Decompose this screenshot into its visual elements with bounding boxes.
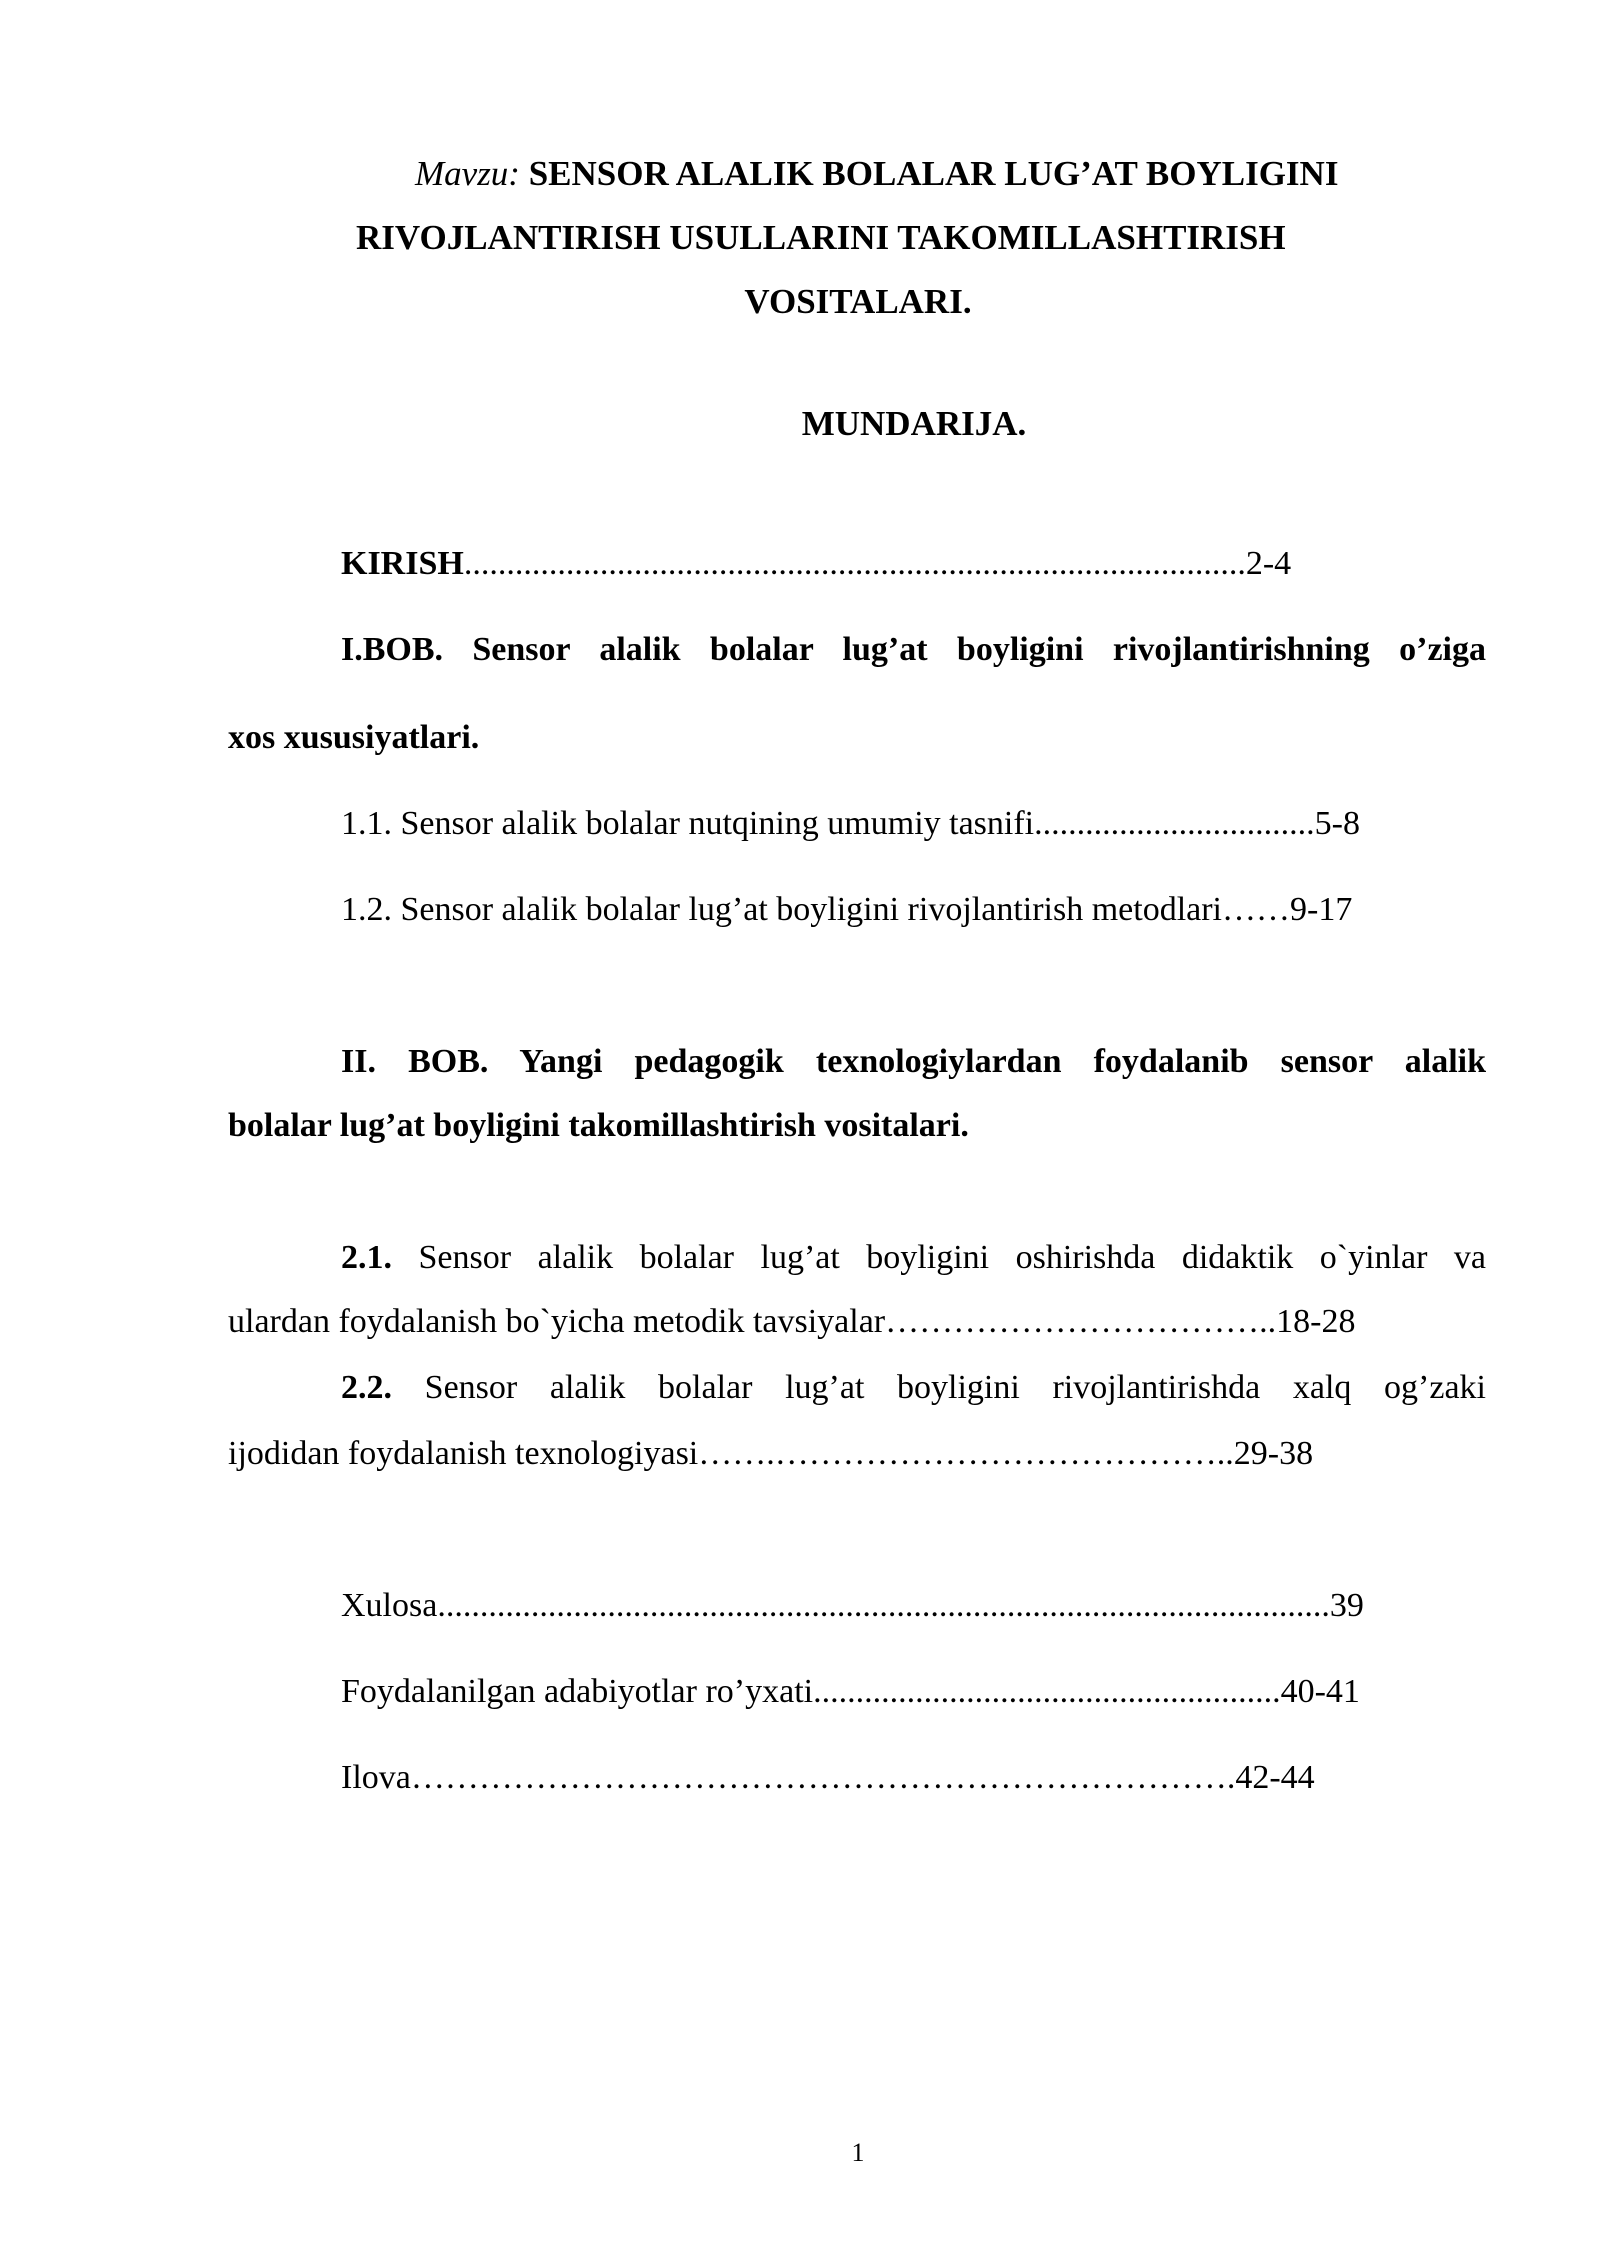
document-title-line2: RIVOJLANTIRISH USULLARINI TAKOMILLASHTIRISH bbox=[356, 218, 1286, 257]
toc-leader-dots: …………………………….. bbox=[885, 1303, 1277, 1340]
toc-entry-text: 1.1. Sensor alalik bolalar nutqining umumiy tasnifi bbox=[341, 805, 1035, 842]
toc-entry-text: 1.2. Sensor alalik bolalar lug’at boyligini rivojlantirish metodlari bbox=[341, 891, 1222, 928]
toc-leader-dots: ................................. bbox=[1034, 805, 1315, 842]
toc-page-range: 29-38 bbox=[1233, 1435, 1314, 1472]
title-text-line1: SENSOR ALALIK BOLALAR LUG’AT BOYLIGINI bbox=[528, 154, 1339, 193]
toc-entry-text: ulardan foydalanish bo`yicha metodik tavsiyalar bbox=[228, 1303, 886, 1340]
toc-entry-1-2 bbox=[341, 890, 1352, 930]
document-title-line1 bbox=[415, 142, 1515, 206]
toc-entry-text: Sensor alalik bolalar lug’at boyligini oshirishda didaktik o`yinlar va bbox=[418, 1239, 1487, 1276]
toc-page-range: 42-44 bbox=[1235, 1759, 1315, 1796]
toc-chapter1-line1: I.BOB. Sensor alalik bolalar lug’at boyligini rivojlantirishning o’ziga bbox=[341, 631, 1486, 668]
toc-entry-text: ijodidan foydalanish texnologiyasi bbox=[228, 1435, 699, 1472]
toc-page-range: 18-28 bbox=[1276, 1303, 1356, 1340]
toc-entry-text: Sensor alalik bolalar lug’at boyligini rivojlantirishda xalq og’zaki bbox=[424, 1369, 1486, 1406]
toc-entry-2-1-line2 bbox=[228, 1302, 1355, 1342]
toc-leader-dots: ............................................................................................ bbox=[463, 545, 1246, 582]
toc-entry-text: Ilova bbox=[341, 1759, 411, 1796]
toc-chapter1-line2: xos xususiyatlari. bbox=[228, 719, 480, 756]
toc-entry-kirish bbox=[341, 544, 1291, 584]
toc-entry-2-2-line2 bbox=[228, 1434, 1313, 1474]
toc-entry-2-1-line1 bbox=[341, 1238, 1486, 1278]
toc-entry-ilova bbox=[341, 1758, 1315, 1798]
toc-leader-dots: …… bbox=[1222, 891, 1290, 928]
toc-page-range: 40-41 bbox=[1280, 1673, 1360, 1710]
toc-chapter2-line1: II. BOB. Yangi pedagogik texnologiylardan foydalanib sensor alalik bbox=[341, 1043, 1486, 1080]
toc-entry-text: Foydalanilgan adabiyotlar ro’yxati bbox=[341, 1673, 814, 1710]
page-number: 1 bbox=[851, 2138, 865, 2167]
toc-entry-number: 2.1. bbox=[341, 1239, 392, 1276]
toc-leader-dots: ………………………………………………………………. bbox=[410, 1759, 1236, 1796]
toc-page-range: 9-17 bbox=[1290, 891, 1353, 928]
toc-entry-text: Xulosa bbox=[341, 1587, 438, 1624]
toc-leader-dots: …….………………………………….. bbox=[698, 1435, 1234, 1472]
toc-entry-1-1 bbox=[341, 804, 1360, 844]
toc-chapter2-line2: bolalar lug’at boyligini takomillashtirish vositalari. bbox=[228, 1107, 969, 1144]
toc-page-range: 39 bbox=[1329, 1587, 1364, 1624]
toc-entry-adabiyotlar bbox=[341, 1672, 1360, 1712]
toc-page-range: 5-8 bbox=[1314, 805, 1360, 842]
document-title-line3: VOSITALARI. bbox=[744, 282, 972, 321]
toc-entry-title: KIRISH bbox=[341, 545, 464, 582]
toc-page-range: 2-4 bbox=[1245, 545, 1292, 582]
toc-heading: MUNDARIJA. bbox=[801, 404, 1027, 443]
title-label: Mavzu: bbox=[415, 154, 520, 193]
toc-entry-number: 2.2. bbox=[341, 1369, 392, 1406]
toc-leader-dots: ......................................................................................................... bbox=[437, 1587, 1330, 1624]
toc-entry-xulosa bbox=[341, 1586, 1364, 1626]
toc-leader-dots: ....................................................... bbox=[813, 1673, 1281, 1710]
toc-entry-2-2-line1 bbox=[341, 1368, 1486, 1408]
